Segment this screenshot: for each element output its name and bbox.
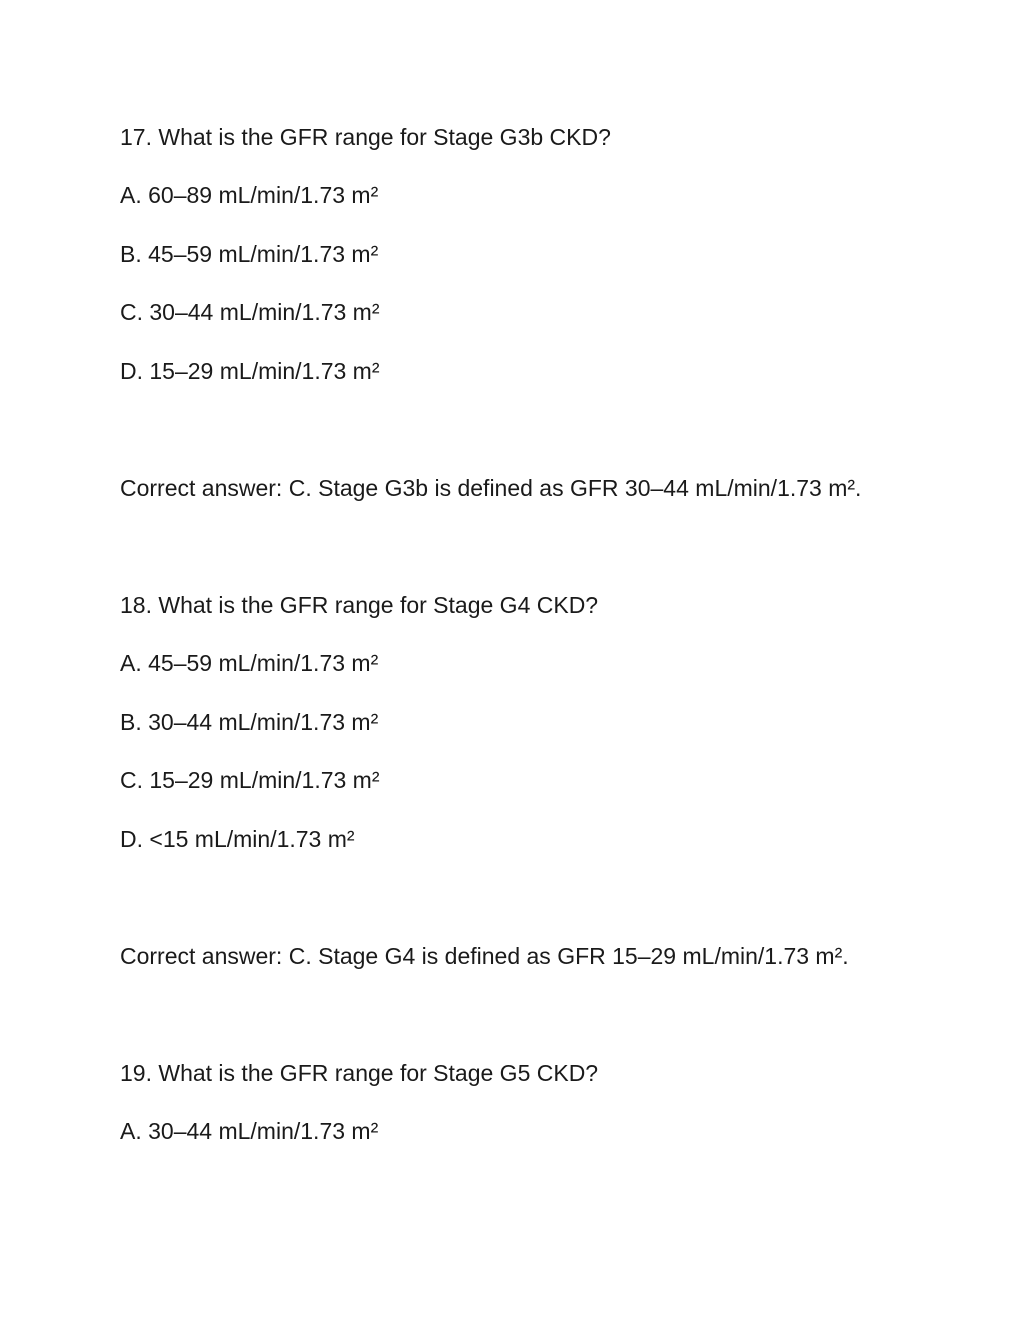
question-18-option-a: A. 45–59 mL/min/1.73 m² [120, 650, 379, 676]
question-17-option-d: D. 15–29 mL/min/1.73 m² [120, 358, 380, 384]
question-17-option-a: A. 60–89 mL/min/1.73 m² [120, 182, 379, 208]
question-17-answer: Correct answer: C. Stage G3b is defined as GFR 30–44 mL/min/1.73 m². [120, 475, 862, 501]
question-19-prompt: 19. What is the GFR range for Stage G5 CKD? [120, 1060, 599, 1086]
document-page [120, 0, 980, 1320]
question-18-option-b: B. 30–44 mL/min/1.73 m² [120, 709, 379, 735]
question-17-prompt: 17. What is the GFR range for Stage G3b CKD? [120, 124, 611, 150]
question-18-answer: Correct answer: C. Stage G4 is defined as GFR 15–29 mL/min/1.73 m². [120, 943, 849, 969]
question-19-option-a: A. 30–44 mL/min/1.73 m² [120, 1118, 379, 1144]
question-18-prompt: 18. What is the GFR range for Stage G4 CKD? [120, 592, 599, 618]
question-18-option-d: D. <15 mL/min/1.73 m² [120, 826, 355, 852]
question-18-option-c: C. 15–29 mL/min/1.73 m² [120, 767, 380, 793]
question-17-option-c: C. 30–44 mL/min/1.73 m² [120, 299, 380, 325]
question-17-option-b: B. 45–59 mL/min/1.73 m² [120, 241, 379, 267]
